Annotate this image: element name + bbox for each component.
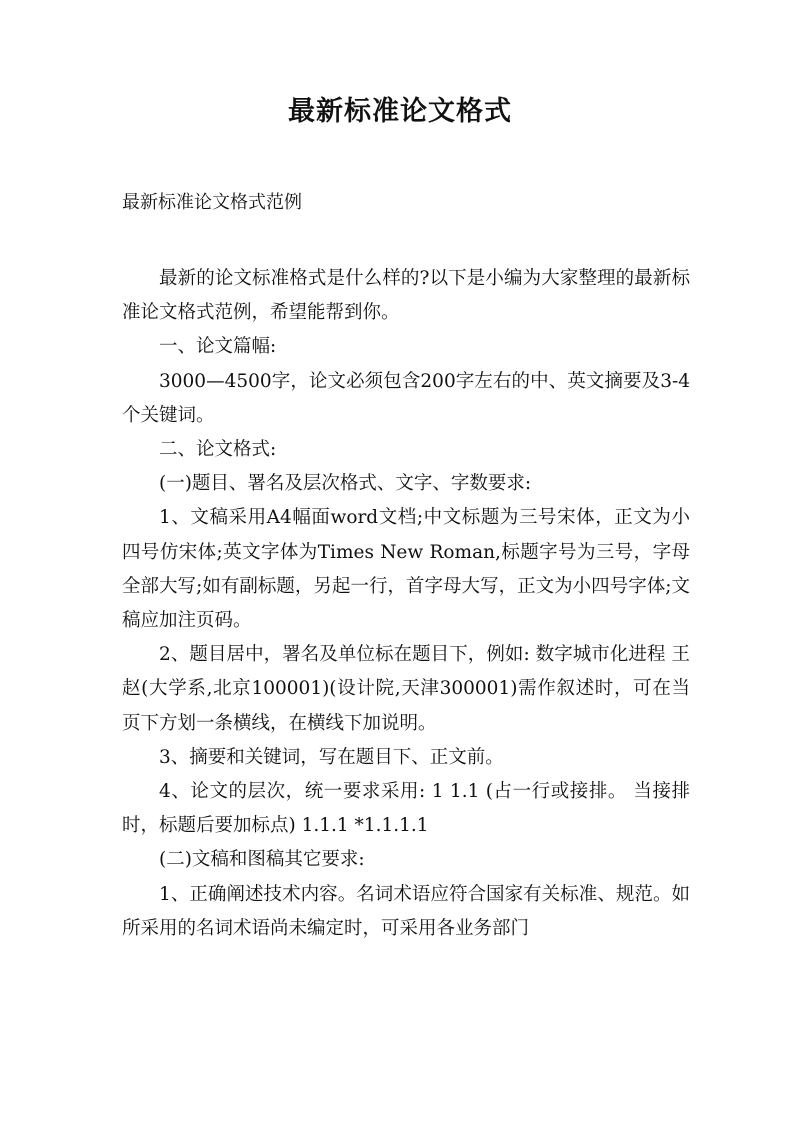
- paragraph-length-requirement: 3000—4500字，论文必须包含200字左右的中、英文摘要及3-4个关键词。: [122, 370, 690, 426]
- paragraph-heading-format: 二、论文格式:: [159, 439, 277, 461]
- paragraph-item-4: 4、论文的层次，统一要求采用: 1 1.1 (占一行或接排。 当接排时，标题后要加标点) 1.1.1 *1.1.1.1: [122, 781, 690, 837]
- paragraph-subheading-other: (二)文稿和图稿其它要求:: [159, 849, 365, 871]
- document-body: [122, 262, 690, 946]
- paragraph-heading-length: 一、论文篇幅:: [159, 336, 277, 358]
- paragraph-item-3: 3、摘要和关键词，写在题目下、正文前。: [159, 746, 504, 768]
- document-subtitle: 最新标准论文格式范例: [122, 192, 302, 213]
- document-title: 最新标准论文格式: [288, 96, 512, 127]
- paragraph-intro: 最新的论文标准格式是什么样的?以下是小编为大家整理的最新标准论文格式范例，希望能帮到你。: [122, 268, 690, 324]
- paragraph-item-2: 2、题目居中，署名及单位标在题目下，例如: 数字城市化进程 王赵(大学系,北京100001)(设计院,天津300001)需作叙述时，可在当页下方划一条横线，在横线下加说明。: [122, 644, 690, 734]
- paragraph-item-1: 1、文稿采用A4幅面word文档;中文标题为三号宋体，正文为小四号仿宋体;英文字体为Times New Roman,标题字号为三号，字母全部大写;如有副标题，另起一行，首字母大写，正文为小四号字体;文稿应加注页码。: [122, 507, 690, 632]
- paragraph-subheading-title-format: (一)题目、署名及层次格式、文字、字数要求:: [159, 473, 532, 495]
- paragraph-other-item-1: 1、正确阐述技术内容。名词术语应符合国家有关标准、规范。如所采用的名词术语尚未编定时，可采用各业务部门: [122, 883, 690, 939]
